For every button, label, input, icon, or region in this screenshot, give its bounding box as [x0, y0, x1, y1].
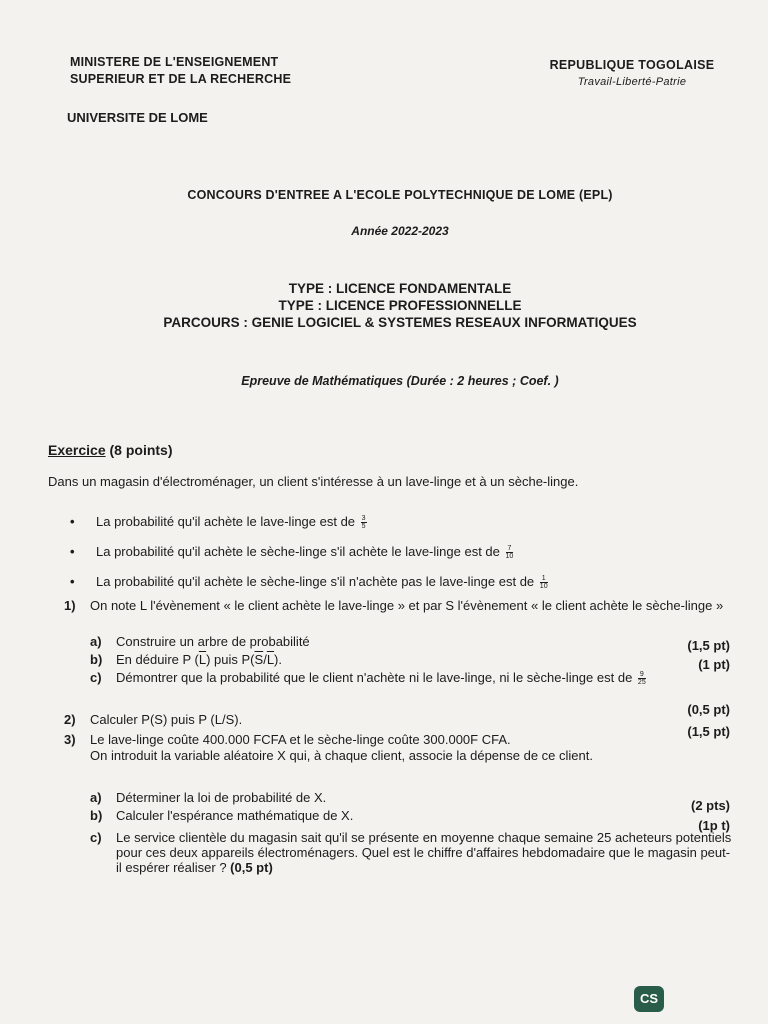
text-fragment: Le service clientèle du magasin sait qu'il se présente en moyenne chaque semaine 25 acheteurs potentiels pour ces deux appareils électroménagers. Quel est le chiffre d'affaires hebdomadaire que le magasin peut-il espérer réaliser ? — [116, 830, 732, 875]
question-text: On note L l'évènement « le client achète le lave-linge » et par S l'évènement « le client achète le sèche-linge » — [90, 598, 724, 613]
question-text: Calculer P(S) puis P (L/S). — [90, 712, 243, 727]
concours-title: CONCOURS D'ENTREE A L'ECOLE POLYTECHNIQUE DE LOME (EPL) — [187, 188, 613, 202]
republic-header — [526, 57, 738, 91]
question-text: Le lave-linge coûte 400.000 FCFA et le sèche-linge coûte 300.000F CFA. — [90, 732, 511, 747]
fraction — [506, 545, 514, 560]
points-badge: (1,5 pt) — [687, 638, 730, 653]
fraction-numerator: 9 — [639, 671, 644, 679]
fraction-numerator: 3 — [361, 515, 366, 523]
sub-text — [116, 670, 730, 686]
event-complement: $\overline{L}$ — [198, 652, 207, 667]
fraction-numerator: 7 — [507, 545, 512, 553]
event-complement: $\overline{L}$ — [266, 652, 275, 667]
fraction — [638, 671, 646, 686]
bullet-text: La probabilité qu'il achète le sèche-linge s'il achète le lave-linge est de — [96, 544, 500, 560]
fraction — [361, 515, 367, 530]
fraction-denominator: 25 — [637, 679, 646, 687]
question-3c — [90, 830, 734, 875]
camscanner-logo: CS — [634, 986, 664, 1012]
sub-text — [116, 652, 736, 667]
sub-text: Construire un arbre de probabilité — [116, 634, 310, 649]
question-number: 1) — [64, 598, 76, 613]
exercise-label: Exercice — [48, 442, 106, 458]
sub-text: Déterminer la loi de probabilité de X. — [116, 790, 327, 805]
question-3b — [90, 808, 736, 823]
question-number: 3) — [64, 732, 76, 747]
text-fragment: / — [263, 652, 267, 667]
sub-letter: c) — [90, 670, 102, 685]
question-1a — [90, 634, 736, 649]
exercise-title — [48, 442, 173, 458]
question-3a — [90, 790, 736, 805]
text-fragment: ). — [274, 652, 282, 667]
points-inline: (0,5 pt) — [230, 860, 273, 875]
ministry-header — [70, 54, 291, 88]
probability-list — [70, 514, 732, 604]
list-item — [70, 514, 732, 530]
type-fondamentale: TYPE : LICENCE FONDAMENTALE — [288, 281, 512, 296]
track-block — [60, 280, 740, 331]
type-professionnelle: TYPE : LICENCE PROFESSIONNELLE — [278, 298, 522, 313]
university-name: UNIVERSITE DE LOME — [67, 110, 208, 125]
text-fragment: Démontrer que la probabilité que le client n'achète ni le lave-linge, ni le sèche-linge est de — [116, 670, 633, 685]
fraction-denominator: 10 — [505, 553, 514, 561]
sub-text: Calculer l'espérance mathématique de X. — [116, 808, 354, 823]
ministry-line-2: SUPERIEUR ET DE LA RECHERCHE — [70, 72, 292, 86]
bullet-text: La probabilité qu'il achète le sèche-linge s'il n'achète pas le lave-linge est de — [96, 574, 535, 590]
sub-letter: b) — [90, 652, 103, 667]
sub-letter: c) — [90, 830, 102, 845]
republic-motto: Travail-Liberté-Patrie — [577, 76, 687, 88]
sub-letter: a) — [90, 790, 102, 805]
sub-letter: a) — [90, 634, 102, 649]
fraction-denominator: 5 — [361, 523, 366, 531]
question-text-2: On introduit la variable aléatoire X qui, à chaque client, associe la dépense de ce client. — [90, 748, 593, 763]
question-1b — [90, 652, 736, 667]
points-badge: (1p t) — [698, 818, 730, 833]
bullet-text: La probabilité qu'il achète le lave-linge est de — [96, 514, 356, 529]
points-badge: (2 pts) — [691, 798, 730, 813]
sub-text — [116, 830, 734, 875]
fraction-numerator: 1 — [541, 575, 546, 583]
points-badge: (0,5 pt) — [687, 702, 730, 717]
ministry-line-1: MINISTERE DE L'ENSEIGNEMENT — [70, 55, 279, 69]
exercise-points: (8 points) — [105, 442, 173, 458]
sub-letter: b) — [90, 808, 103, 823]
text-fragment: ) puis P( — [206, 652, 255, 667]
fraction-denominator: 10 — [539, 583, 548, 591]
points-badge: (1,5 pt) — [687, 724, 730, 739]
question-1c — [90, 670, 730, 686]
exercise-intro: Dans un magasin d'électroménager, un client s'intéresse à un lave-linge et à un sèche-linge. — [48, 474, 579, 489]
fraction — [540, 575, 548, 590]
republic-name: REPUBLIQUE TOGOLAISE — [549, 58, 715, 72]
event-complement: $\overline{S}$ — [254, 652, 264, 667]
parcours: PARCOURS : GENIE LOGICIEL & SYSTEMES RESEAUX INFORMATIQUES — [163, 315, 637, 330]
academic-year: Année 2022-2023 — [351, 224, 449, 238]
question-number: 2) — [64, 712, 76, 727]
epreuve-line: Epreuve de Mathématiques (Durée : 2 heures ; Coef. ) — [241, 374, 559, 388]
points-badge: (1 pt) — [698, 657, 730, 672]
list-item — [70, 544, 732, 560]
text-fragment: En déduire P ( — [116, 652, 199, 667]
list-item — [70, 574, 732, 590]
